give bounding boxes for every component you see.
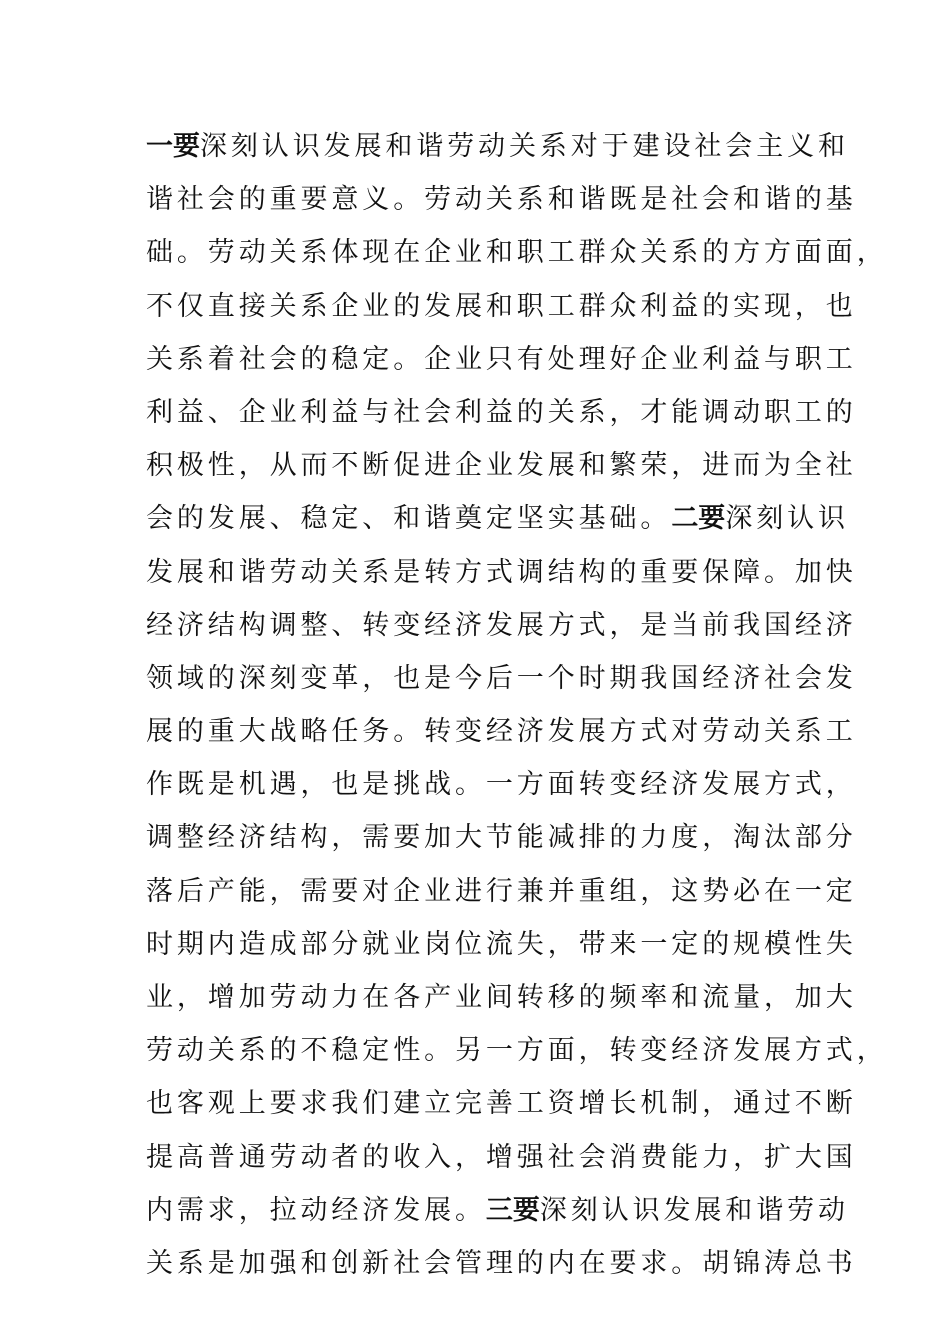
text-segment: 经济结构调整、转变经济发展方式，是当前我国经济 [146,609,857,641]
text-segment: 提高普通劳动者的收入，增强社会消费能力，扩大国 [146,1141,857,1173]
text-line [146,492,849,545]
text-segment: 发展和谐劳动关系是转方式调结构的重要保障。加快 [146,556,857,588]
text-line [146,1237,857,1290]
text-line [146,971,857,1024]
text-line [146,546,857,599]
text-segment: 领域的深刻变革，也是今后一个时期我国经济社会发 [146,662,857,694]
text-segment: 时期内造成部分就业岗位流失，带来一定的规模性失 [146,928,857,960]
text-segment: 展的重大战略任务。转变经济发展方式对劳动关系工 [146,716,857,748]
text-line [146,1077,857,1130]
text-segment: 劳动关系的不稳定性。另一方面，转变经济发展方式， [146,1035,888,1067]
text-segment: 础。劳动关系体现在企业和职工群众关系的方方面面， [146,237,888,269]
text-line [146,599,857,652]
text-segment: 内需求，拉动经济发展。 [146,1194,486,1226]
text-line [146,1131,857,1184]
text-line [146,705,857,758]
text-line [146,1184,849,1237]
text-segment: 会的发展、稳定、和谐奠定坚实基础。 [146,503,672,535]
text-segment: 关系是加强和创新社会管理的内在要求。胡锦涛总书 [146,1247,857,1279]
text-segment: 落后产能，需要对企业进行兼并重组，这势必在一定 [146,875,857,907]
text-line [146,439,857,492]
text-line [146,652,857,705]
text-line [146,1024,888,1077]
text-segment: 积极性，从而不断促进企业发展和繁荣，进而为全社 [146,450,857,482]
text-line [146,173,857,226]
text-line [146,811,857,864]
text-segment: 利益、企业利益与社会利益的关系，才能调动职工的 [146,396,857,428]
text-segment: 深刻认识 [725,503,849,535]
text-segment: 也客观上要求我们建立完善工资增长机制，通过不断 [146,1088,857,1120]
point-marker: 一要 [146,131,200,162]
text-segment: 调整经济结构，需要加大节能减排的力度，淘汰部分 [146,822,857,854]
body-text [146,120,888,1290]
point-marker: 三要 [485,1194,540,1226]
text-segment: 作既是机遇，也是挑战。一方面转变经济发展方式， [146,769,857,801]
text-line [146,280,857,333]
text-line [146,758,857,811]
text-segment: 业，增加劳动力在各产业间转移的频率和流量，加大 [146,982,857,1013]
text-line [146,226,888,279]
text-line [146,386,857,439]
point-marker: 二要 [671,503,726,535]
text-segment: 关系着社会的稳定。企业只有处理好企业利益与职工 [146,343,857,375]
text-line [146,333,857,386]
text-segment: 谐社会的重要意义。劳动关系和谐既是社会和谐的基 [146,184,857,216]
text-line [146,120,849,173]
text-segment: 深刻认识发展和谐劳动 [539,1194,849,1226]
text-segment: 不仅直接关系企业的发展和职工群众利益的实现，也 [146,290,857,322]
text-segment: 深刻认识发展和谐劳动关系对于建设社会主义和 [200,131,849,162]
text-line [146,865,857,918]
text-line [146,918,857,971]
